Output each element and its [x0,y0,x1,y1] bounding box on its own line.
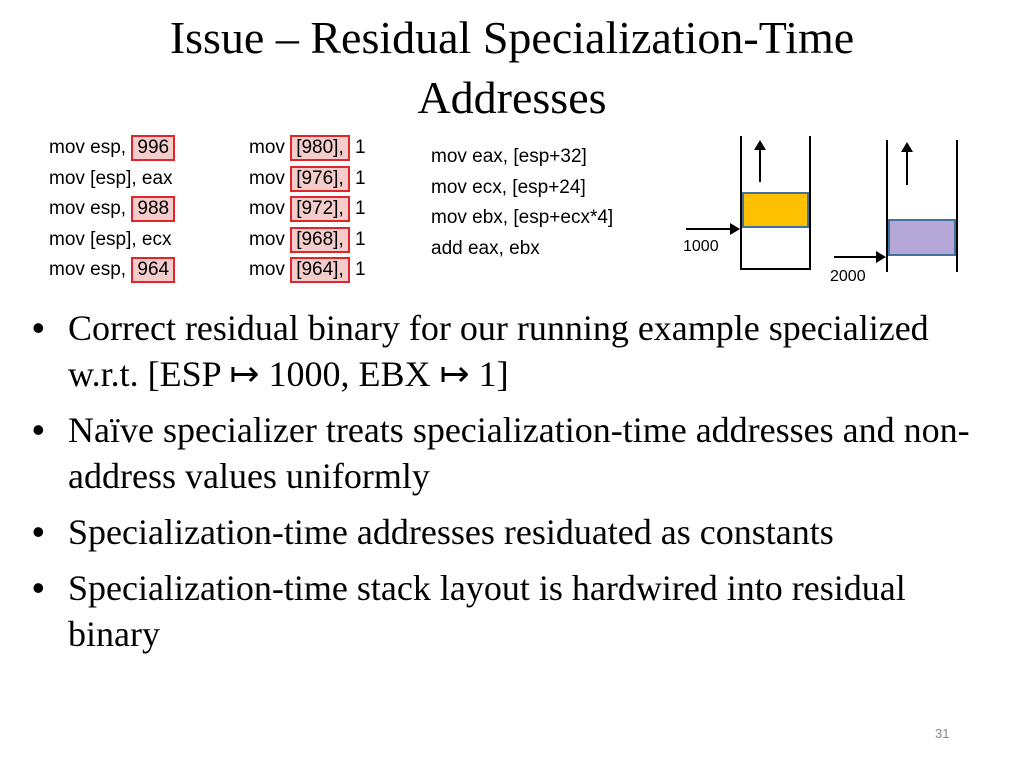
bullet-dot-icon: • [32,307,45,348]
code-line: mov eax, [esp+32] [431,146,587,167]
code-line: mov [972], 1 [249,194,366,225]
code-line: mov [968], 1 [249,225,366,256]
bullet-item: • Naïve specializer treats specialization-time addresses and non-address values uniformly [32,409,970,496]
code-line: mov esp, 964 [49,255,175,286]
code-line: add eax, ebx [431,237,540,259]
stack-address-label: 2000 [830,268,866,285]
bullet-item: • Specialization-time addresses residuated as constants [30,509,990,555]
code-line: mov [976], 1 [249,164,366,195]
up-arrow-head-icon [754,140,766,150]
stack-bottom [740,268,811,270]
code-line: mov [esp], eax [49,167,173,189]
highlighted-address: [972], [290,196,350,222]
highlighted-address: 964 [131,257,175,283]
up-arrow-icon [906,152,908,185]
pointer-arrow-icon [686,228,732,230]
pointer-arrow-head-icon [876,251,886,263]
code-line: mov esp, 988 [49,194,175,225]
code-line: mov ebx, [esp+ecx*4] [431,207,614,228]
highlighted-address: 996 [131,135,175,161]
stack-cell-highlighted [742,192,809,228]
pointer-arrow-head-icon [730,223,740,235]
highlighted-address: [968], [290,227,350,253]
highlighted-address: [980], [290,135,350,161]
code-line: mov [esp], ecx [49,228,172,250]
code-line: mov ecx, [esp+24] [431,176,586,198]
highlighted-address: 988 [131,196,175,222]
slide-title [40,8,984,128]
up-arrow-head-icon [901,142,913,152]
page-number: 31 [935,726,950,741]
code-line: mov esp, 996 [49,133,175,164]
bullet-list [30,305,990,667]
stack-address-label: 1000 [683,238,719,255]
code-line: mov [964], 1 [249,255,366,286]
up-arrow-icon [759,150,761,182]
bullet-dot-icon: • [32,567,45,608]
code-line: mov [980], 1 [249,133,366,164]
title-line-1: Issue – Residual Specialization-Time [169,12,855,63]
title-line-2: Addresses [417,72,607,123]
code-block-right [431,142,613,264]
code-block-left [49,133,175,286]
bullet-dot-icon: • [32,409,45,450]
bullet-dot-icon: • [32,511,45,552]
stack-wall-right [956,140,958,272]
highlighted-address: [964], [290,257,350,283]
stack-cell-highlighted [888,219,956,256]
code-block-middle [249,133,366,286]
bullet-item: • Correct residual binary for our running example specialized w.r.t. [ESP ↦ 1000, EBX ↦ 1] [32,307,929,394]
highlighted-address: [976], [290,166,350,192]
bullet-item: • Specialization-time stack layout is hardwired into residual binary [32,567,906,654]
stack-wall-right [809,136,811,270]
pointer-arrow-icon [834,256,878,258]
